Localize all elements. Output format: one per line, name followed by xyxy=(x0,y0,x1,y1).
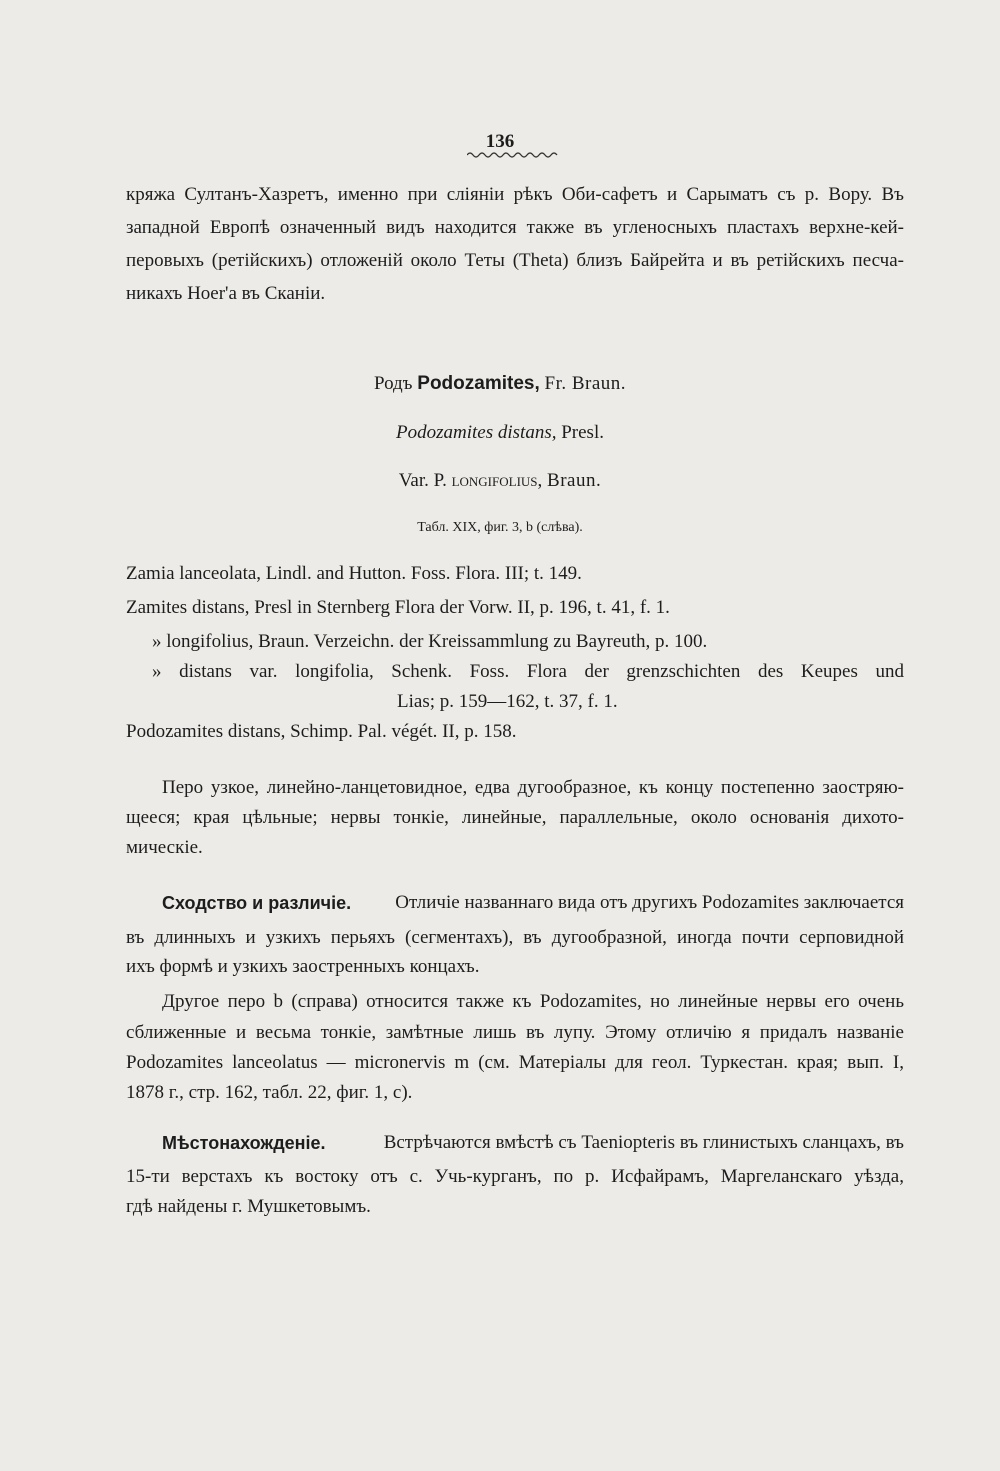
locality-first-line xyxy=(162,1131,904,1155)
similarity-line: въ длинныхъ и узкихъ перьяхъ (сегментахъ), въ дугообразной, иногда почти серповидной xyxy=(126,927,904,948)
plate-reference: Табл. XIX, фиг. 3, b (слѣва). xyxy=(417,520,583,535)
intro-line: перовыхъ (ретійскихъ) отложеній около Теты (Theta) близъ Байрейта и въ ретійскихъ песча- xyxy=(126,250,904,271)
variety-name: longifolius, xyxy=(451,470,543,491)
synonym-line: Zamia lanceolata, Lindl. and Hutton. Foss. Flora. III; t. 149. xyxy=(126,563,582,584)
synonym-line: » distans var. longifolia, Schenk. Foss. Flora der grenzschichten des Keupes und xyxy=(152,661,904,682)
synonym-line: Lias; p. 159—162, t. 37, f. 1. xyxy=(397,691,618,712)
other-line: сближенные и весьма тонкіе, замѣтные лишь въ лупу. Этому отличію я придалъ названіе xyxy=(126,1022,904,1043)
similarity-heading: Сходство и различіе. xyxy=(162,893,352,913)
species-author: Presl. xyxy=(561,422,604,443)
genus-prefix: Родъ xyxy=(373,373,413,394)
other-line: 1878 г., стр. 162, табл. 22, фиг. 1, c). xyxy=(126,1082,413,1103)
synonym-line: » longifolius, Braun. Verzeichn. der Kreissammlung zu Bayreuth, p. 100. xyxy=(152,631,708,652)
locality-line: Встрѣчаются вмѣстѣ съ Taeniopteris въ глинистыхъ сланцахъ, въ xyxy=(383,1132,904,1153)
locality-line: 15-ти верстахъ къ востоку отъ с. Учь-курганъ, по р. Исфайрамъ, Маргеланскаго уѣзда, xyxy=(126,1166,904,1187)
variety-author: Braun. xyxy=(547,470,602,491)
species-name: Podozamites distans, xyxy=(396,422,557,443)
species-heading xyxy=(0,421,1000,445)
similarity-first-line xyxy=(162,891,904,915)
page-number: 136 xyxy=(485,131,515,152)
locality-line: гдѣ найдены г. Мушкетовымъ. xyxy=(126,1196,371,1217)
synonym-line: Podozamites distans, Schimp. Pal. végét. II, p. 158. xyxy=(126,721,517,742)
similarity-line: Отличіе названнаго вида отъ другихъ Podozamites заключается xyxy=(395,892,904,913)
intro-line: западной Европѣ означенный видъ находится также въ угленосныхъ пластахъ верхне-кей- xyxy=(126,217,904,238)
page-number-ornament xyxy=(467,150,559,160)
genus-author: Fr. Braun. xyxy=(544,373,627,394)
intro-line: кряжа Султанъ-Хазретъ, именно при сліяніи рѣкъ Оби-сафетъ и Сарыматъ съ р. Вору. Въ xyxy=(126,184,904,205)
intro-line: никахъ Hoer'а въ Сканіи. xyxy=(126,283,326,304)
other-line: Другое перо b (справа) относится также къ Podozamites, но линейные нервы его очень xyxy=(162,991,904,1012)
description-line: Перо узкое, линейно-ланцетовидное, едва дугообразное, къ концу постепенно заостряю- xyxy=(162,777,904,798)
variety-prefix: Var. P. xyxy=(398,470,447,491)
other-line: Podozamites lanceolatus — micronervis m (см. Матеріалы для геол. Туркестан. края; вып. I, xyxy=(126,1052,904,1073)
genus-name: Podozamites, xyxy=(417,373,540,394)
locality-heading: Мѣстонахожденіе. xyxy=(162,1133,326,1153)
description-line: щееся; края цѣльные; нервы тонкіе, линейные, параллельные, около основанія дихото- xyxy=(126,807,904,828)
genus-heading xyxy=(0,372,1000,396)
synonym-line: Zamites distans, Presl in Sternberg Flora der Vorw. II, p. 196, t. 41, f. 1. xyxy=(126,597,670,618)
similarity-line: ихъ формѣ и узкихъ заостренныхъ концахъ. xyxy=(126,956,480,977)
variety-heading xyxy=(0,469,1000,493)
description-line: мическіе. xyxy=(126,837,203,858)
